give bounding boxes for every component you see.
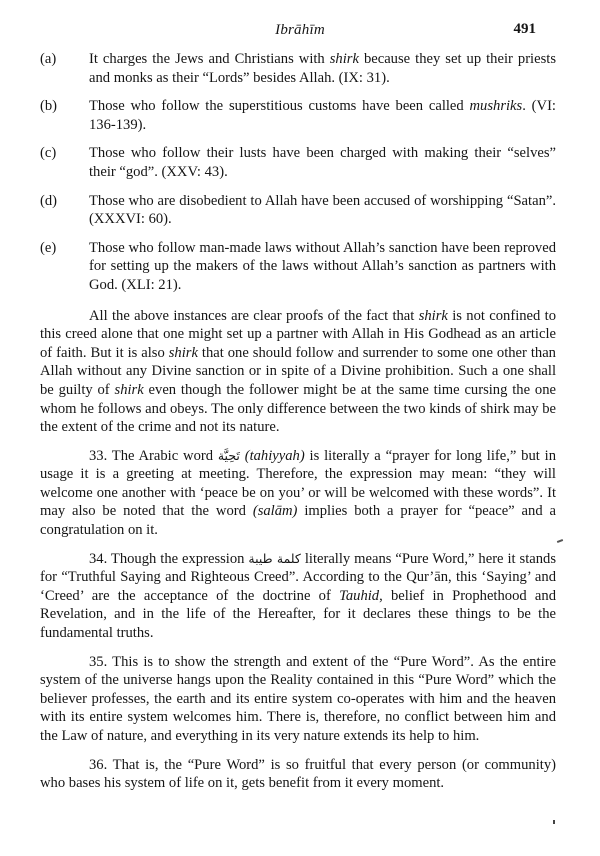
text-run: Those who follow the superstitious customs have been called: [89, 98, 470, 115]
text-run: literally means “Pure Word,” here it stands for “Truthful Saying and Righteous Creed”. According to the Qur’ān, this ‘Saying’ and ‘Creed’ are the acceptance of the doctrine of: [40, 550, 557, 604]
text-run: All the above instances are clear proofs of the fact that: [89, 307, 419, 324]
list-item-text: [89, 50, 556, 87]
enumerated-list: [40, 50, 556, 295]
text-run: 35. This is to show the strength and extent of the “Pure Word”. As the entire system of the universe hangs upon the Reality contained in this “Pure Word” which the believer professes, the earth and its entire system co-operates with him and the heaven with its entire system welcomes him. There is, therefore, no conflict between him and the Law of nature, and everything in its very nature extends its help to him.: [40, 653, 556, 744]
list-item-label: (c): [40, 145, 57, 162]
list-item-label: (a): [40, 51, 57, 67]
page-number: 491: [513, 21, 536, 37]
footnote-34: [40, 550, 556, 643]
scan-mark: [557, 539, 563, 543]
italic-term: (tahiyyah): [244, 447, 305, 464]
text-run: is literally a “prayer for long life,” but in usage it is a greeting at meeting. Therefore, the expression may mean: “they will welcome one another with ‘peace be on you’ or will be welcomed with these words”. It may also be noted that the word: [40, 447, 556, 520]
text-run: because they set up their priests and monks as their “Lords” besides Allah. (IX: 31).: [89, 51, 556, 86]
arabic-term: تَحِيَّة: [217, 447, 240, 463]
body-paragraph: [40, 307, 556, 437]
footnote-33: [40, 447, 556, 540]
italic-term: mushriks: [469, 98, 523, 115]
text-run: Those who are disobedient to Allah have been accused of worshipping “Satan”. (XXXVI: 60).: [89, 192, 556, 228]
italic-term: shirk: [329, 51, 359, 67]
text-run: Those who follow their lusts have been charged with making their “selves” their “god”. (XXV: 43).: [89, 145, 556, 180]
list-item-text: [89, 192, 556, 229]
italic-term: shirk: [418, 307, 448, 324]
text-run: even though the follower might be at the same time cursing the one whom he follows and obeys. The only difference between the two kinds of shirk may be the extent of the crime and not its nature.: [40, 381, 556, 436]
arabic-term: كلمة طيبة: [248, 550, 301, 566]
list-item-label: (b): [40, 98, 58, 115]
text-run: 36. That is, the “Pure Word” is so fruitful that every person (or community) who bases his system of life on it, gets benefit from it every moment.: [40, 756, 556, 792]
text-run: It charges the Jews and Christians with: [89, 51, 330, 67]
footnote-36: [40, 756, 556, 793]
footnote-35: [40, 653, 556, 746]
text-run: 33. The Arabic word: [89, 447, 218, 464]
italic-term: shirk: [114, 381, 144, 398]
text-run: Those who follow man-made laws without Allah’s sanction have been reproved for setting up the makers of the laws without Allah’s sanction as partners with God. (XLI: 21).: [89, 239, 556, 293]
text-run: , belief in Prophethood and Revelation, and in the life of the Hereafter, for it declares these things to be the fundamental truths.: [40, 587, 556, 642]
italic-term: shirk: [168, 344, 198, 361]
text-run: . (VI: 136-139).: [89, 98, 556, 133]
page-body: [40, 50, 556, 803]
text-run: that one should follow and surrender to some one other than Allah without any Divine sanction or in spite of a Divine prohibition. Such a one shall be guilty of: [40, 344, 556, 398]
list-item: [40, 50, 556, 87]
text-run: implies both a prayer for “peace” and a congratulation on it.: [40, 503, 556, 539]
italic-term: Tauhid: [339, 587, 380, 604]
text-run: is not confined to this creed alone that one might set up a partner with Allah in His Godhead as an article of faith. But it is also: [40, 307, 557, 361]
running-header: [0, 22, 600, 40]
list-item-text: [89, 97, 556, 134]
italic-term: (salām): [252, 503, 298, 520]
list-item: [40, 192, 556, 229]
chapter-title: Ibrāhīm: [275, 22, 325, 38]
text-run: 34. Though the expression: [89, 550, 249, 567]
commentary-notes: [40, 307, 556, 793]
list-item: [40, 239, 556, 295]
list-item-label: (d): [40, 192, 58, 209]
list-item-text: [89, 239, 556, 295]
list-item: [40, 144, 556, 181]
scan-mark: [553, 820, 555, 824]
list-item-text: [89, 144, 556, 181]
list-item-label: (e): [40, 239, 57, 256]
list-item: [40, 97, 556, 134]
